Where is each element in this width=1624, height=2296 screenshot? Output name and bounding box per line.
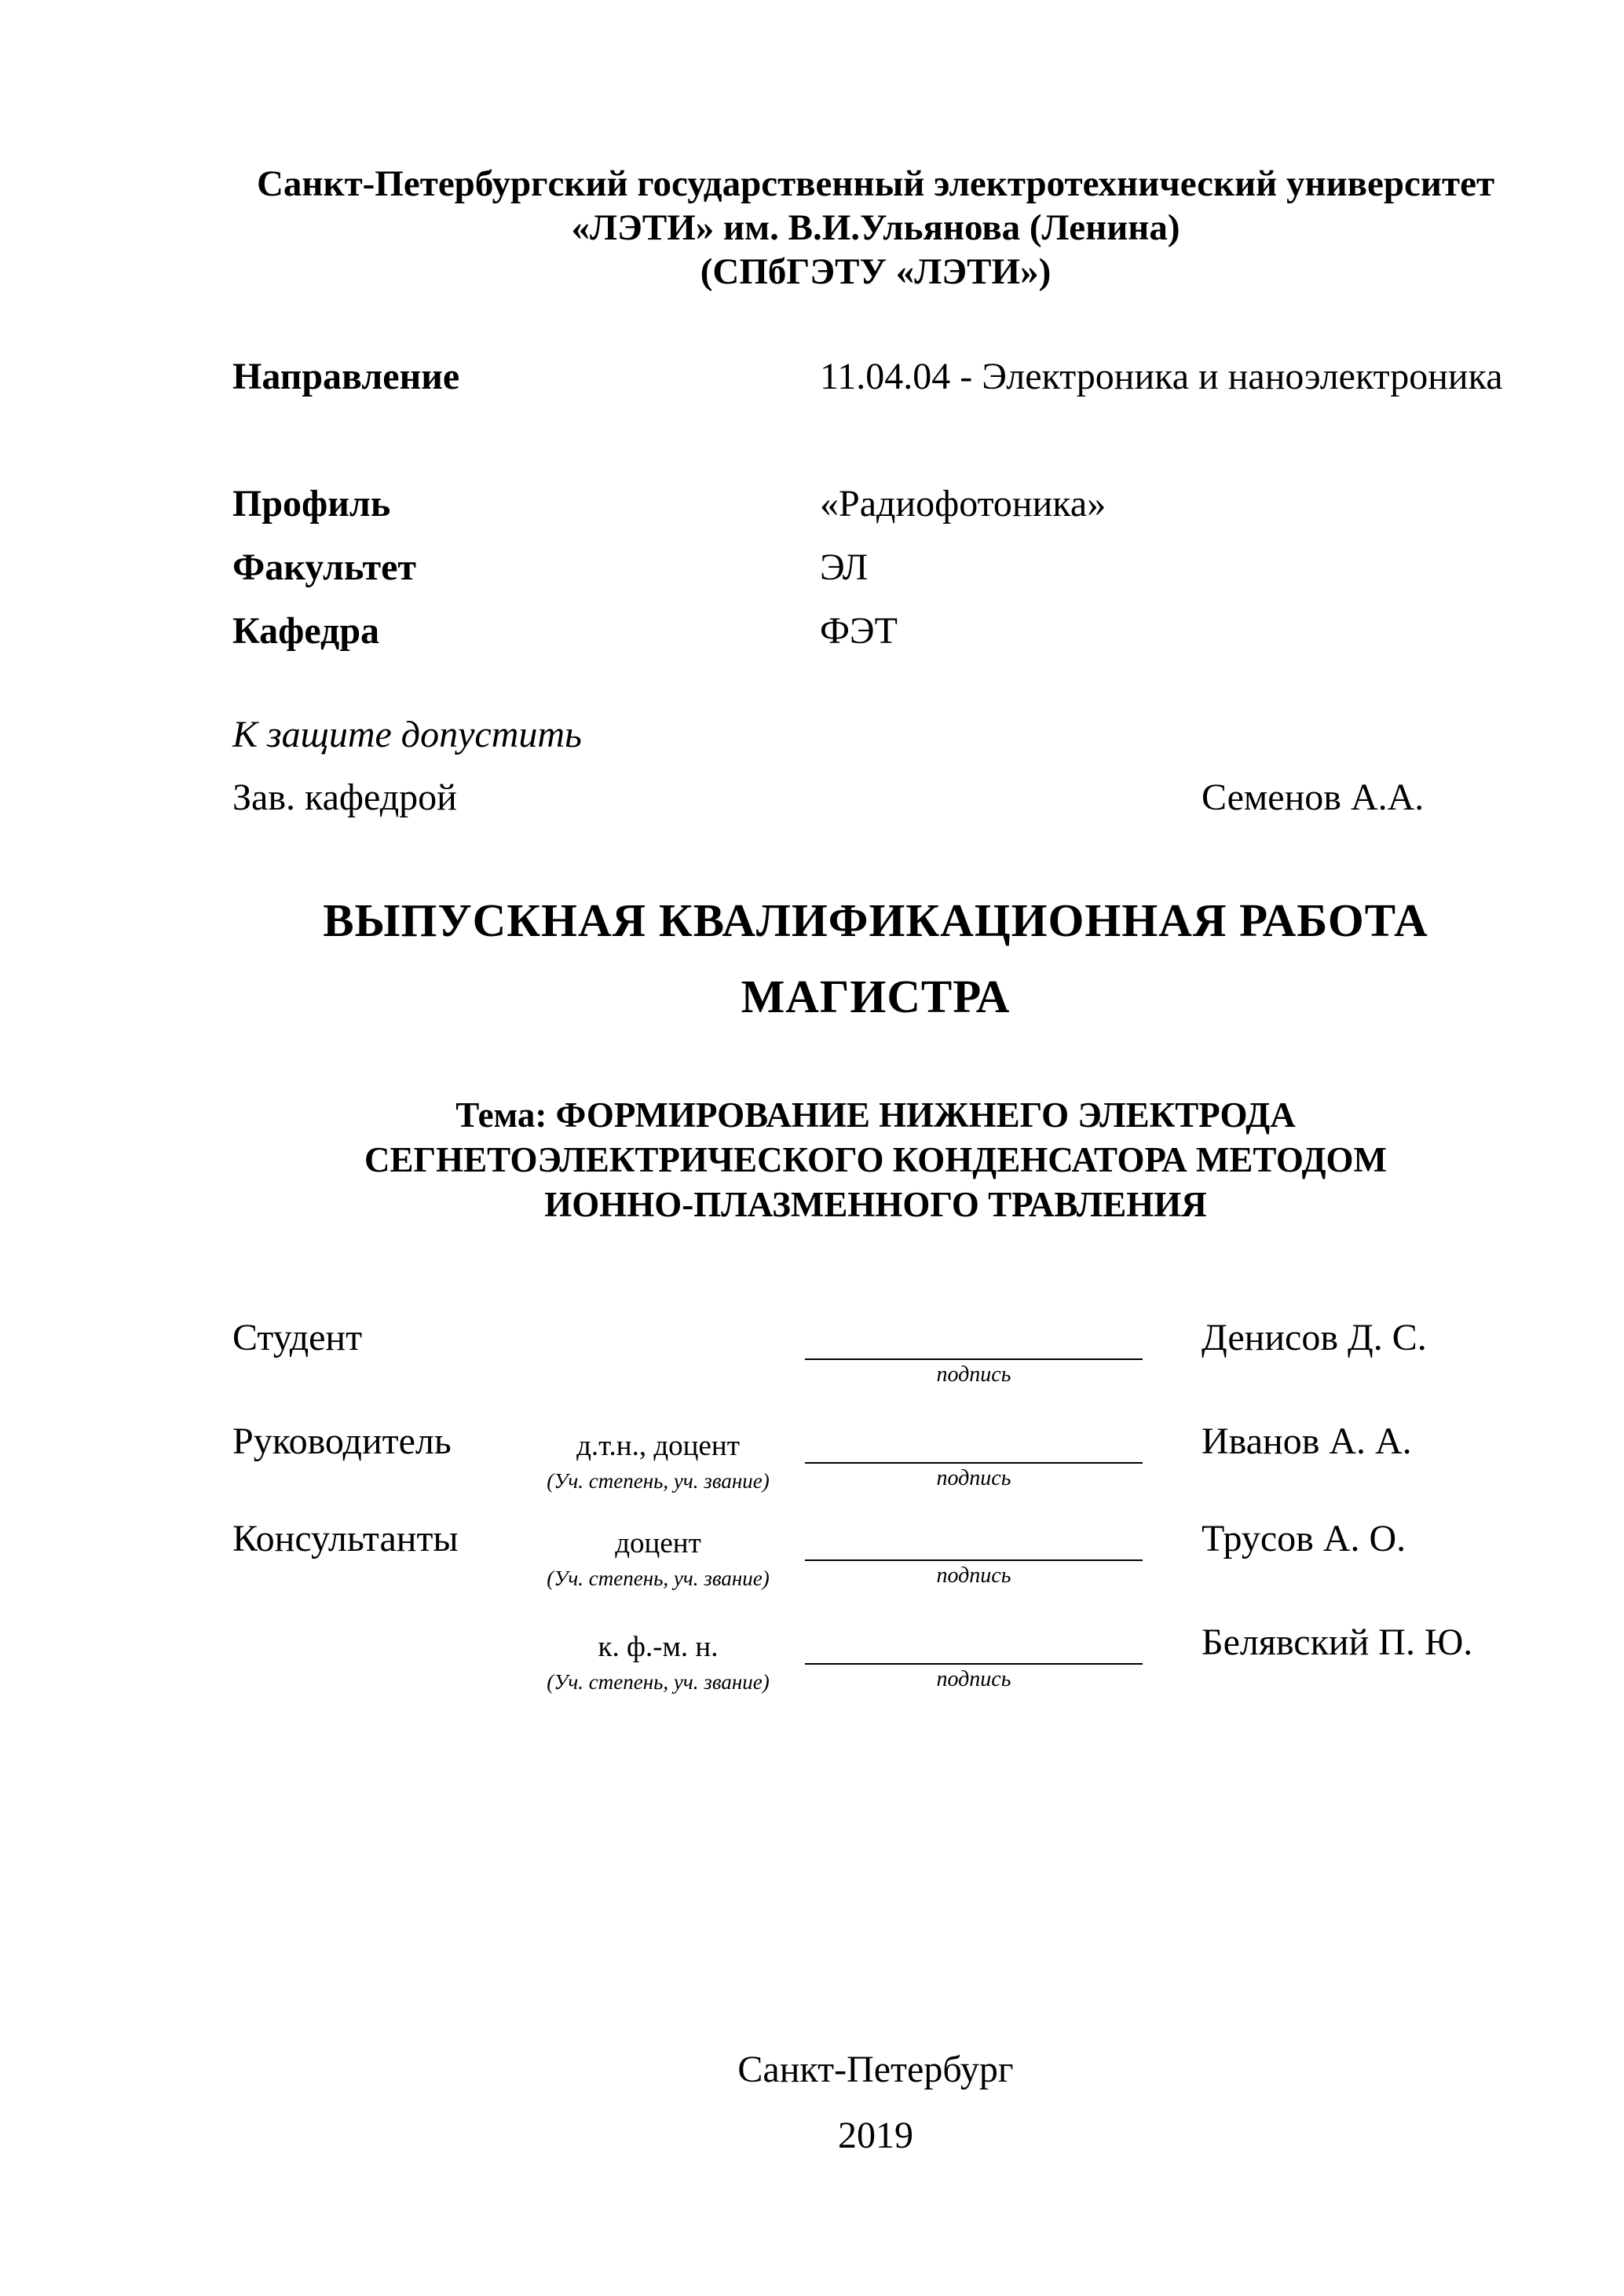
university-name-line2: «ЛЭТИ» им. В.И.Ульянова (Ленина) — [571, 207, 1180, 248]
consultant2-name: Белявский П. Ю. — [1202, 1621, 1473, 1663]
profile-value: «Радиофотоника» — [820, 483, 1106, 525]
signature-rule — [805, 1420, 1143, 1464]
student-label: Студент — [232, 1317, 363, 1358]
faculty-value: ЭЛ — [820, 547, 869, 588]
consultant1-degree-block — [540, 1526, 776, 1591]
thesis-title-line2: МАГИСТРА — [741, 971, 1011, 1022]
admit-to-defense-line: К защите допустить — [232, 714, 582, 755]
consultant1-degree: доцент — [615, 1527, 701, 1559]
info-row-profile — [232, 482, 1519, 537]
profile-label: Профиль — [232, 483, 391, 525]
consultant1-signature-line — [805, 1517, 1143, 1589]
faculty-label: Факультет — [232, 547, 416, 588]
supervisor-name: Иванов А. А. — [1202, 1420, 1412, 1462]
footer-city: Санкт-Петербург — [737, 2049, 1014, 2090]
signature-rule — [805, 1621, 1143, 1665]
signature-rule — [805, 1316, 1143, 1360]
signature-rule — [805, 1517, 1143, 1561]
consultant1-name: Трусов А. О. — [1202, 1518, 1406, 1559]
department-head-name: Семенов А.А. — [1202, 777, 1425, 818]
thesis-title — [232, 883, 1519, 1035]
footer-year: 2019 — [838, 2115, 913, 2156]
degree-caption: (Уч. степень, уч. звание) — [547, 1670, 770, 1694]
supervisor-degree-block — [540, 1429, 776, 1493]
signature-row-consultant-2 — [232, 1621, 1519, 1724]
signature-caption: подпись — [936, 1466, 1011, 1490]
department-head-row — [232, 776, 1519, 831]
signature-caption: подпись — [936, 1667, 1011, 1691]
department-value: ФЭТ — [820, 610, 898, 652]
direction-label: Направление — [232, 356, 460, 397]
consultant2-signature-line — [805, 1621, 1143, 1692]
signature-row-supervisor — [232, 1420, 1519, 1523]
signature-row-consultant-1 — [232, 1517, 1519, 1621]
degree-caption: (Уч. степень, уч. звание) — [547, 1567, 770, 1590]
thesis-title-line1: ВЫПУСКНАЯ КВАЛИФИКАЦИОННАЯ РАБОТА — [323, 894, 1428, 946]
info-row-direction — [232, 355, 1519, 410]
consultant2-degree-block — [540, 1630, 776, 1695]
supervisor-signature-line — [805, 1420, 1143, 1491]
page-content — [232, 0, 1519, 2296]
department-head-label: Зав. кафедрой — [232, 777, 457, 818]
consultant2-degree: к. ф.-м. н. — [598, 1631, 719, 1663]
signature-caption: подпись — [936, 1563, 1011, 1588]
university-header — [232, 162, 1519, 294]
student-signature-line — [805, 1316, 1143, 1387]
university-name-line3: (СПбГЭТУ «ЛЭТИ») — [700, 251, 1052, 292]
info-row-faculty — [232, 546, 1519, 601]
student-name: Денисов Д. С. — [1202, 1317, 1427, 1358]
thesis-theme-line2: СЕГНЕТОЭЛЕКТРИЧЕСКОГО КОНДЕНСАТОРА МЕТОДОМ — [364, 1140, 1388, 1179]
signature-row-student — [232, 1316, 1519, 1420]
consultants-label: Консультанты — [232, 1518, 459, 1559]
thesis-theme — [232, 1093, 1519, 1227]
thesis-theme-line3: ИОННО-ПЛАЗМЕННОГО ТРАВЛЕНИЯ — [544, 1185, 1207, 1224]
direction-value: 11.04.04 - Электроника и наноэлектроника — [820, 356, 1503, 397]
supervisor-degree: д.т.н., доцент — [576, 1430, 740, 1462]
university-name-line1: Санкт-Петербургский государственный электротехнический университет — [256, 163, 1495, 204]
signature-caption: подпись — [936, 1362, 1011, 1387]
degree-caption: (Уч. степень, уч. звание) — [547, 1469, 770, 1493]
supervisor-label: Руководитель — [232, 1420, 452, 1462]
info-row-department — [232, 609, 1519, 664]
department-label: Кафедра — [232, 610, 380, 652]
thesis-theme-line1: Тема: ФОРМИРОВАНИЕ НИЖНЕГО ЭЛЕКТРОДА — [455, 1095, 1296, 1135]
